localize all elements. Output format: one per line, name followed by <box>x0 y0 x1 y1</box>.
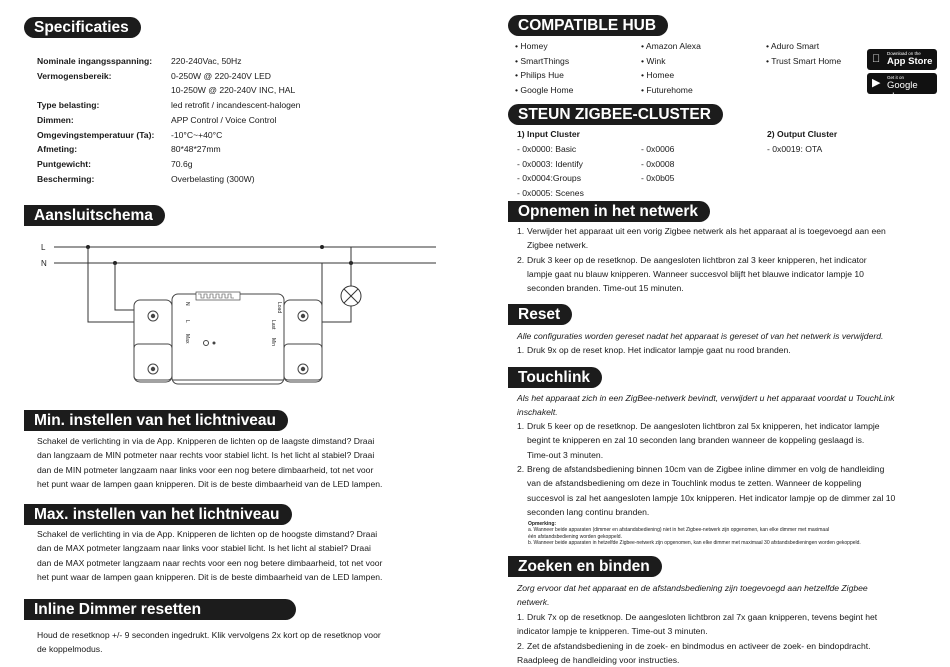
list-line: Druk 3 keer op de resetknop. De aangesloten lichtbron zal 3 keer knipperen, het indicator <box>527 254 867 265</box>
specificaties-heading: Specificaties <box>24 17 141 38</box>
text-line: het punt waar de lampen gaan knipperen. Dit is de beste dimbaarheid van de LED lampen. <box>37 478 383 489</box>
spec-label: Puntgewicht: <box>37 158 91 169</box>
google-play-text: Google play <box>887 80 918 102</box>
spec-value: 80*48*27mm <box>171 144 221 155</box>
hub-item: • Homee <box>641 70 675 80</box>
app-store-text: App Store <box>887 56 933 67</box>
app-store-small-text: Download on the <box>887 51 921 56</box>
spec-value: -10°C~+40°C <box>171 129 223 140</box>
spec-value: 220-240Vac, 50Hz <box>171 56 242 66</box>
hub-item: • Philips Hue <box>515 70 564 80</box>
list-line: Zet de afstandsbediening in de zoek- en bindmodus en activeer de zoek- en bindopdracht. <box>527 640 871 651</box>
text-line: netwerk. <box>517 597 550 608</box>
min-instellen-heading: Min. instellen van het lichtniveau <box>24 410 288 431</box>
reset-intro: Alle configuraties worden gereset nadat het apparaat is gereset of van het netwerk is verwijderd. <box>517 331 884 341</box>
spec-label: Nominale ingangsspanning: <box>37 56 153 66</box>
text-line: de koppelmodus. <box>37 644 103 655</box>
cluster-item: - 0x0008 <box>641 158 675 169</box>
hub-item: • Homey <box>515 41 548 51</box>
hub-item: • Amazon Alexa <box>641 41 701 51</box>
dimmer-device <box>134 292 322 384</box>
list-line: van de afstandsbediening om deze in Touchlink modus te zetten. Wanneer de koppeling <box>527 478 862 489</box>
opnemen-heading: Opnemen in het netwerk <box>508 201 710 222</box>
max-instellen-heading: Max. instellen van het lichtniveau <box>24 504 292 525</box>
list-line: Druk 7x op de resetknop. De aangesloten lichtbron zal 7x gaan knipperen, tevens begint het <box>527 612 878 622</box>
terminal-last-label: Last <box>270 320 276 330</box>
hub-item: • Google Home <box>515 84 574 95</box>
junction-dot <box>320 245 324 249</box>
touchlink-heading: Touchlink <box>508 367 602 388</box>
hub-item: • Wink <box>641 55 666 66</box>
steun-heading: STEUN ZIGBEE-CLUSTER <box>508 104 723 125</box>
aansluitschema-heading: Aansluitschema <box>24 205 165 226</box>
text-line: Als het apparaat zich in een ZigBee-netwerk bevindt, verwijdert u het apparaat voordat u TouchLink <box>517 393 895 403</box>
hub-item: • Futurehome <box>641 84 693 95</box>
spec-label: Vermogensbereik: <box>37 70 112 81</box>
cluster-item: - 0x0003: Identify <box>517 158 583 169</box>
list-number: 1. <box>517 226 525 236</box>
hub-item: • SmartThings <box>515 55 570 66</box>
lamp-icon <box>341 286 361 306</box>
apple-icon <box>872 53 880 65</box>
terminal-n-label: N <box>184 302 190 306</box>
reset-item-num: 1. <box>517 345 525 355</box>
list-number: 1. <box>517 421 525 431</box>
list-line: lampje gaat nu blauw knipperen. Wanneer succesvol blijft het blauwe indicator lampje 10 <box>527 268 864 279</box>
note-title: Opmerking: <box>528 521 557 527</box>
list-line: Raadpleeg de handleiding voor instructies. <box>517 654 680 665</box>
google-play-small-text: Get it on <box>887 75 905 80</box>
cluster-item: - 0x0019: OTA <box>767 144 823 154</box>
list-number: 1. <box>517 612 525 622</box>
text-line: dan de MAX potmeter langzaam naar rechts voor een nog betere dimbaarheid, tot net voor <box>37 557 383 568</box>
app-store-badge[interactable] <box>867 49 937 70</box>
compatible-hub-heading: COMPATIBLE HUB <box>508 15 668 36</box>
list-number: 2. <box>517 254 525 265</box>
note-line: b. Wanneer beide apparaten in hetzelfde Zigbee-netwerk zijn opgenomen, kan elke dimmer met maximaal 30 afstandsbedieningen worden gekoppeld. <box>528 540 861 546</box>
spec-label: Bescherming: <box>37 173 95 184</box>
zoeken-heading: Zoeken en binden <box>508 556 662 577</box>
terminal-load-label: Load <box>276 302 282 314</box>
text-line: Schakel de verlichting in via de App. Knipperen de lichten op de laagste dimstand? Draai <box>37 436 375 446</box>
spec-value: 0-250W @ 220-240V LED <box>171 70 271 81</box>
list-line: Druk 5 keer op de resetknop. De aangesloten lichtbron zal 5x knipperen, het indicator lampje <box>527 421 880 431</box>
list-number: 2. <box>517 640 525 651</box>
list-line: succesvol is zal het aangesloten lampje 10x knipperen. Het indicator lampje op de dimmer zal 10 <box>527 492 896 503</box>
wiring-diagram <box>24 234 448 404</box>
note-line: a. Wanneer beide apparaten (dimmer en afstandsbediening) niet in het Zigbee-netwerk zijn opgenomen, kan elke dimmer met maximaal <box>528 527 830 533</box>
list-line: indicator lampje te knipperen. Time-out 3 minuten. <box>517 626 708 637</box>
spec-label: Type belasting: <box>37 100 100 111</box>
text-line: inschakelt. <box>517 407 558 418</box>
text-line: dan de MAX potmeter langzaam naar links voor stabiel licht. Is het licht al stabiel? Draai <box>37 543 371 554</box>
list-line: seconden branden. Time-out 15 minuten. <box>527 283 684 294</box>
terminal-l-label: L <box>184 320 190 323</box>
text-line: dan langzaam de MIN potmeter naar rechts voor stabiel licht. Is het licht al stabiel? Draai <box>37 450 375 461</box>
list-line: seconden lang continu branden. <box>527 506 650 517</box>
spec-value: 10-250W @ 220-240V INC, HAL <box>171 85 296 96</box>
list-line: Zigbee netwerk. <box>527 240 589 251</box>
note-line: één afstandsbediening worden gekoppeld. <box>528 533 622 540</box>
input-cluster-title: 1) Input Cluster <box>517 129 581 139</box>
hub-item: • Aduro Smart <box>766 41 820 51</box>
reset-heading: Reset <box>508 304 572 325</box>
text-line: Schakel de verlichting in via de App. Knipperen de lichten op de hoogste dimstand? Draai <box>37 529 378 539</box>
google-play-badge[interactable] <box>867 73 937 102</box>
resetten-heading: Inline Dimmer resetten <box>24 599 296 620</box>
cluster-item: - 0x0006 <box>641 144 675 154</box>
spec-label: Dimmen: <box>37 114 74 125</box>
text-line: Houd de resetknop +/- 9 seconden ingedrukt. Klik vervolgens 2x kort op de resetknop voor <box>37 630 381 640</box>
list-number: 2. <box>517 463 525 474</box>
line-l-label: L <box>41 243 46 252</box>
list-line: Verwijder het apparaat uit een vorig Zigbee netwerk als het apparaat al is toegevoegd aan een <box>527 226 886 236</box>
cluster-item: - 0x0004:Groups <box>517 173 582 183</box>
spec-label: Afmeting: <box>37 144 78 155</box>
spec-value: APP Control / Voice Control <box>171 114 277 125</box>
pot-min-label: Min <box>270 338 276 347</box>
cluster-item: - 0x0b05 <box>641 173 675 183</box>
output-cluster-title: 2) Output Cluster <box>767 129 838 139</box>
hub-item: • Trust Smart Home <box>766 55 842 66</box>
cluster-item: - 0x0005: Scenes <box>517 187 584 198</box>
list-line: Time-out 3 minuten. <box>527 449 604 460</box>
text-line: het punt waar de lampen gaan knipperen. Dit is de beste dimbaarheid van de LED lampen. <box>37 571 383 582</box>
text-line: Zorg ervoor dat het apparaat en de afstandsbediening zijn toegevoegd aan hetzelfde Zigbee <box>517 583 868 593</box>
spec-value: led retrofit / incandescent-halogen <box>171 100 301 111</box>
spec-value: Overbelasting (300W) <box>171 173 255 184</box>
spec-value: 70.6g <box>171 158 193 169</box>
reset-item: Druk 9x op de reset knop. Het indicator lampje gaat nu rood branden. <box>527 345 791 355</box>
list-line: Breng de afstandsbediening binnen 10cm van de Zigbee inline dimmer en volg de handleiding <box>527 463 885 474</box>
line-n-label: N <box>41 259 47 268</box>
list-line: begint te knipperen en zal 10 seconden lang branden wanneer de koppeling geslaagd is. <box>527 435 865 446</box>
spec-label: Omgevingstemperatuur (Ta): <box>37 129 155 140</box>
text-line: dan de MIN potmeter langzaam naar links voor een nog betere dimbaarheid, tot net voor <box>37 464 374 475</box>
google-play-icon: ▶ <box>872 77 881 89</box>
pot-max-label: Max <box>184 334 190 344</box>
cluster-item: - 0x0000: Basic <box>517 144 577 154</box>
